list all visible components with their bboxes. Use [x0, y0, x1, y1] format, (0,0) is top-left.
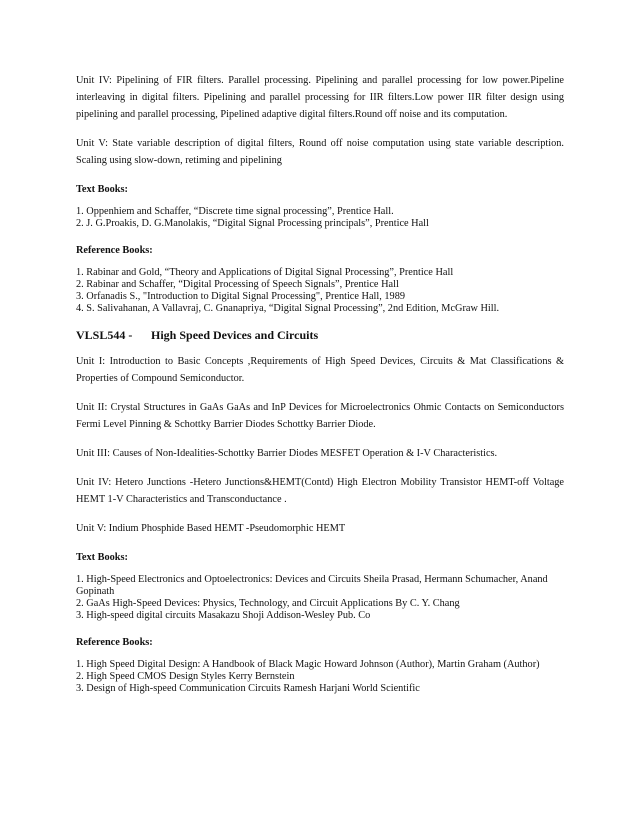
subject-heading — [76, 327, 564, 343]
list-item: 2. J. G.Proakis, D. G.Manolakis, “Digital Signal Processing principals”, Prentice Hall — [76, 218, 429, 229]
text-books-list — [76, 574, 564, 622]
unit-ii-text: Unit II: Crystal Structures in GaAs GaAs and InP Devices for Microelectronics Ohmic Contacts on Semiconductors Fermi Level Pinning & Schottky Barrier Diodes Schottky Barrier Diode. — [76, 402, 564, 430]
unit-iv-text: Unit IV: Hetero Junctions -Hetero Junctions&HEMT(Contd) High Electron Mobility Transistor HEMT-off Voltage HEMT 1-V Characteristics and Transconductance . — [76, 477, 564, 505]
list-item: 4. S. Salivahanan, A Vallavraj, C. Gnanapriya, “Digital Signal Processing”, 2nd Edition, McGraw Hill. — [76, 303, 500, 314]
unit-i-text: Unit I: Introduction to Basic Concepts ,Requirements of High Speed Devices, Circuits & Mat Classifications & Properties of Compound Semiconductor. — [76, 356, 564, 384]
list-item: 2. Rabinar and Schaffer, “Digital Processing of Speech Signals”, Prentice Hall — [76, 279, 399, 290]
text-books-list — [76, 206, 564, 230]
list-item: 1. High-Speed Electronics and Optoelectronics: Devices and Circuits Sheila Prasad, Hermann Schumacher, Anand Gopinath — [76, 574, 548, 597]
unit-iii-text: Unit III: Causes of Non-Idealities-Schottky Barrier Diodes MESFET Operation & I-V Characteristics. — [76, 448, 498, 459]
list-item: 3. Design of High-speed Communication Circuits Ramesh Harjani World Scientific — [76, 683, 420, 694]
reference-books-list — [76, 659, 564, 695]
list-item: 1. Rabinar and Gold, “Theory and Applications of Digital Signal Processing”, Prentice Hall — [76, 267, 454, 278]
list-item: 3. Orfanadis S., "Introduction to Digital Signal Processing", Prentice Hall, 1989 — [76, 291, 405, 302]
unit-iv-text: Unit IV: Pipelining of FIR filters. Parallel processing. Pipelining and parallel processing for low power.Pipeline interleaving in digital filters. Pipelining and parallel processing for IIR filters.Low power IIR filter design using pipelining and parallel processing, Pipelined adaptive digital filters.Round off noise and its computation. — [76, 75, 564, 120]
reference-books-list — [76, 267, 564, 315]
list-item: 1. High Speed Digital Design: A Handbook of Black Magic Howard Johnson (Author), Martin Graham (Author) — [76, 659, 540, 670]
unit-v-text: Unit V: Indium Phosphide Based HEMT -Pseudomorphic HEMT — [76, 523, 346, 534]
text-books-heading: Text Books: — [76, 552, 128, 563]
reference-books-heading: Reference Books: — [76, 637, 153, 648]
list-item: 1. Oppenhiem and Schaffer, “Discrete time signal processing”, Prentice Hall. — [76, 206, 394, 217]
list-item: 2. GaAs High-Speed Devices: Physics, Technology, and Circuit Applications By C. Y. Chang — [76, 598, 460, 609]
subject-code: VLSL544 - — [76, 328, 133, 342]
unit-v-text: Unit V: State variable description of digital filters, Round off noise computation using state variable description. Scaling using slow-down, retiming and pipelining — [76, 138, 564, 166]
content-column — [76, 72, 564, 695]
reference-books-heading: Reference Books: — [76, 245, 153, 256]
subject-title: High Speed Devices and Circuits — [151, 328, 319, 342]
text-books-heading: Text Books: — [76, 184, 128, 195]
list-item: 3. High-speed digital circuits Masakazu Shoji Addison-Wesley Pub. Co — [76, 610, 371, 621]
list-item: 2. High Speed CMOS Design Styles Kerry Bernstein — [76, 671, 295, 682]
